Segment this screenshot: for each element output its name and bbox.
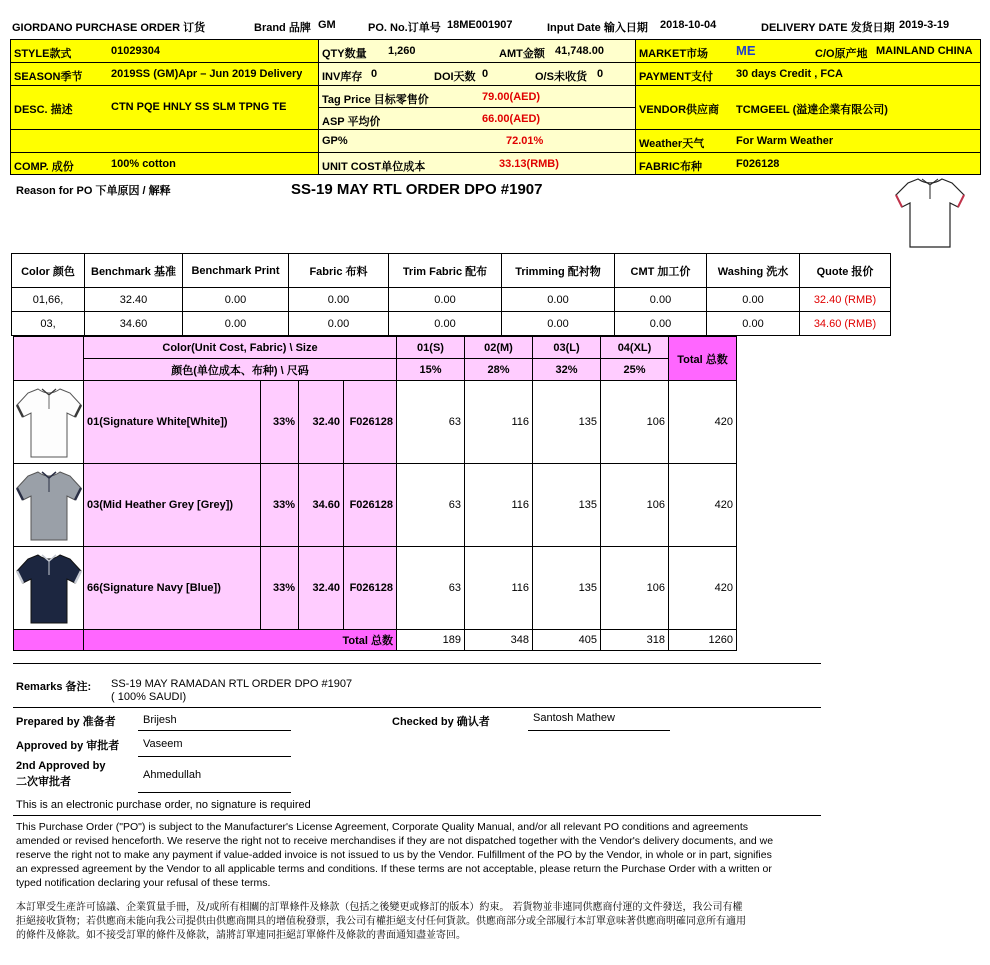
season-value: 2019SS (GM)Apr – Jun 2019 Delivery xyxy=(111,68,303,80)
origin-label: C/O原产地 xyxy=(815,48,868,60)
cell: 0.00 xyxy=(389,288,502,312)
total-cell: 348 xyxy=(465,630,533,651)
col-fabric: Fabric 布料 xyxy=(289,254,389,288)
gp-label: GP% xyxy=(322,135,348,147)
product-image-cell xyxy=(14,381,84,464)
cell: 0.00 xyxy=(389,312,502,336)
image-header-cell xyxy=(14,337,84,381)
market-label: MARKET市场 xyxy=(639,48,709,60)
vendor-label: VENDOR供应商 xyxy=(639,104,720,116)
size-pct: 15% xyxy=(397,359,465,381)
color-fabric: F026128 xyxy=(344,464,397,547)
quote-cell: 32.40 (RMB) xyxy=(800,288,891,312)
shirt-grey-icon xyxy=(16,468,82,542)
shirt-navy-icon xyxy=(16,551,82,625)
cell: 0.00 xyxy=(707,312,800,336)
brand-label: Brand 品牌 xyxy=(254,22,311,34)
qty-cell: 63 xyxy=(397,547,465,630)
col-washing: Washing 洗水 xyxy=(707,254,800,288)
os-label: O/S未收货 xyxy=(535,71,587,83)
row-total: 420 xyxy=(669,464,737,547)
po-title: GIORDANO PURCHASE ORDER 订货 xyxy=(12,22,206,34)
payment-value: 30 days Credit , FCA xyxy=(736,68,843,80)
second-approved-value: Ahmedullah xyxy=(143,769,202,781)
color-fabric: F026128 xyxy=(344,547,397,630)
cell: 32.40 xyxy=(85,288,183,312)
shirt-white-icon xyxy=(16,385,82,459)
table-row xyxy=(14,381,737,464)
size-code: 01(S) xyxy=(397,337,465,359)
inv-label: INV库存 xyxy=(322,71,363,83)
col-trim-fabric: Trim Fabric 配布 xyxy=(389,254,502,288)
checked-value: Santosh Mathew xyxy=(533,712,615,724)
qty-cell: 116 xyxy=(465,381,533,464)
second-approved-label-cn: 二次审批者 xyxy=(16,776,71,788)
size-pct: 28% xyxy=(465,359,533,381)
qty-cell: 116 xyxy=(465,547,533,630)
terms-line: an expressed agreement by the Vendor to all applicable terms and conditions. If these terms are not acceptable, please return the Purchase Order with a written or xyxy=(16,863,772,875)
size-header-title: Color(Unit Cost, Fabric) \ Size xyxy=(84,337,397,359)
terms-line: This Purchase Order ("PO") is subject to the Manufacturer's License Agreement, Corporate Quality Manual, and/or all relevant PO conditions and agreements xyxy=(16,821,748,833)
payment-label: PAYMENT支付 xyxy=(639,71,713,83)
season-label: SEASON季节 xyxy=(14,71,83,83)
table-row xyxy=(14,464,737,547)
style-label: STYLE款式 xyxy=(14,48,72,60)
size-header-subtitle: 颜色(单位成本、布种) \ 尺码 xyxy=(84,359,397,381)
remarks-label: Remarks 备注: xyxy=(16,681,92,693)
qty-cell: 106 xyxy=(601,381,669,464)
terms-english xyxy=(16,820,816,890)
gp-value: 72.01% xyxy=(506,135,544,147)
delivery-date-label: DELIVERY DATE 发货日期 xyxy=(761,22,895,34)
prepared-value: Brijesh xyxy=(143,714,177,726)
totals-label: Total 总数 xyxy=(84,630,397,651)
checked-label: Checked by 确认者 xyxy=(392,716,490,728)
cell: 0.00 xyxy=(615,288,707,312)
style-value: 01029304 xyxy=(111,45,160,57)
po-number-label: PO. No.订单号 xyxy=(368,22,441,34)
qty-cell: 135 xyxy=(533,547,601,630)
total-header: Total 总数 xyxy=(669,337,737,381)
fabric-label: FABRIC布种 xyxy=(639,161,702,173)
approved-label: Approved by 审批者 xyxy=(16,740,120,752)
fabric-value: F026128 xyxy=(736,158,780,170)
size-code: 03(L) xyxy=(533,337,601,359)
cell: 0.00 xyxy=(502,312,615,336)
col-benchmark: Benchmark 基准 xyxy=(85,254,183,288)
cell: 0.00 xyxy=(183,288,289,312)
prepared-label: Prepared by 准备者 xyxy=(16,716,116,728)
remarks-line-2: ( 100% SAUDI) xyxy=(111,691,187,703)
cell: 0.00 xyxy=(707,288,800,312)
market-value: ME xyxy=(736,43,756,58)
amt-label: AMT金额 xyxy=(499,48,545,60)
quote-cell: 34.60 (RMB) xyxy=(800,312,891,336)
cost-table-header xyxy=(12,254,891,288)
vendor-value: TCMGEEL (溢達企業有限公司) xyxy=(736,104,888,116)
product-image-cell xyxy=(14,547,84,630)
amt-value: 41,748.00 xyxy=(555,45,604,57)
size-breakdown-table xyxy=(13,336,737,651)
qty-cell: 135 xyxy=(533,464,601,547)
comp-value: 100% cotton xyxy=(111,158,176,170)
reason-value: SS-19 MAY RTL ORDER DPO #1907 xyxy=(291,181,543,198)
cell: 0.00 xyxy=(183,312,289,336)
size-code: 02(M) xyxy=(465,337,533,359)
color-cost: 32.40 xyxy=(299,381,344,464)
qty-cell: 63 xyxy=(397,381,465,464)
garment-sketch-icon xyxy=(894,175,966,251)
desc-label: DESC. 描述 xyxy=(14,104,73,116)
cell: 0.00 xyxy=(289,288,389,312)
remarks-line-1: SS-19 MAY RAMADAN RTL ORDER DPO #1907 xyxy=(111,678,353,690)
tag-price-label: Tag Price 目标零售价 xyxy=(322,94,429,106)
color-fabric: F026128 xyxy=(344,381,397,464)
origin-value: MAINLAND CHINA xyxy=(876,45,973,57)
total-cell: 189 xyxy=(397,630,465,651)
second-approved-label: 2nd Approved by xyxy=(16,760,106,772)
reason-label: Reason for PO 下单原因 / 解释 xyxy=(16,185,171,197)
terms-line: 拒絕接收貨物；若供應商未能向我公司提供由供應商開具的增值稅發票，我公司有權拒絕支付任何貨款。供應商部分或全部履行本訂單意味著供應商明確同意所有適用 xyxy=(16,916,746,927)
cell: 34.60 xyxy=(85,312,183,336)
col-cmt: CMT 加工价 xyxy=(615,254,707,288)
inv-value: 0 xyxy=(371,68,378,80)
po-number-value: 18ME001907 xyxy=(447,19,513,31)
asp-value: 66.00(AED) xyxy=(482,113,541,125)
col-quote: Quote 报价 xyxy=(800,254,891,288)
grand-total: 1260 xyxy=(669,630,737,651)
size-code: 04(XL) xyxy=(601,337,669,359)
terms-line: typed notification declaring your refusal of these terms. xyxy=(16,877,271,889)
color-name: 03(Mid Heather Grey [Grey]) xyxy=(84,464,261,547)
totals-row xyxy=(14,630,737,651)
delivery-date-value: 2019-3-19 xyxy=(899,19,950,31)
qty-value: 1,260 xyxy=(388,45,416,57)
qty-cell: 106 xyxy=(601,464,669,547)
input-date-label: Input Date 输入日期 xyxy=(547,22,648,34)
terms-line: reserve the right not to make any payment if value-added invoice is not issued to us by the Vendor. Fulfillment of the PO by the Vendor, in whole or in part, signifies xyxy=(16,849,772,861)
table-row xyxy=(12,288,891,312)
os-value: 0 xyxy=(597,68,604,80)
approved-value: Vaseem xyxy=(143,738,183,750)
total-cell: 318 xyxy=(601,630,669,651)
cell: 01,66, xyxy=(12,288,85,312)
color-pct: 33% xyxy=(261,464,299,547)
desc-value: CTN PQE HNLY SS SLM TPNG TE xyxy=(111,101,287,113)
size-header-row-2 xyxy=(14,359,737,381)
unit-cost-label: UNIT COST单位成本 xyxy=(322,161,426,173)
color-cost: 32.40 xyxy=(299,547,344,630)
cost-breakdown-table xyxy=(11,253,891,336)
qty-cell: 135 xyxy=(533,381,601,464)
cell: 0.00 xyxy=(289,312,389,336)
totals-spacer xyxy=(14,630,84,651)
asp-label: ASP 平均价 xyxy=(322,116,381,128)
tag-price-value: 79.00(AED) xyxy=(482,91,541,103)
color-name: 01(Signature White[White]) xyxy=(84,381,261,464)
terms-line: 本訂單受生產許可協議、企業質量手冊，及/或所有相關的訂單條件及條款（包括之後變更或修訂的版本）約束。 若貨物並非連同供應商付運的文件發送，我公司有權 xyxy=(16,902,743,913)
col-trimming: Trimming 配衬物 xyxy=(502,254,615,288)
size-pct: 25% xyxy=(601,359,669,381)
qty-cell: 63 xyxy=(397,464,465,547)
col-color: Color 颜色 xyxy=(12,254,85,288)
color-pct: 33% xyxy=(261,381,299,464)
size-header-row-1 xyxy=(14,337,737,359)
electronic-note: This is an electronic purchase order, no signature is required xyxy=(16,799,311,811)
qty-label: QTY数量 xyxy=(322,48,367,60)
doi-label: DOI天数 xyxy=(434,71,476,83)
weather-label: Weather天气 xyxy=(639,138,705,150)
terms-line: amended or revised henceforth. We reserve the right not to receive merchandises if they are not dispatched together with the Vendor's delivery documents, and we xyxy=(16,835,774,847)
cell: 0.00 xyxy=(502,288,615,312)
qty-cell: 116 xyxy=(465,464,533,547)
table-row xyxy=(14,547,737,630)
col-benchmark-print: Benchmark Print xyxy=(183,254,289,288)
comp-label: COMP. 成份 xyxy=(14,161,74,173)
cell: 03, xyxy=(12,312,85,336)
unit-cost-value: 33.13(RMB) xyxy=(499,158,559,170)
qty-cell: 106 xyxy=(601,547,669,630)
color-name: 66(Signature Navy [Blue]) xyxy=(84,547,261,630)
size-pct: 32% xyxy=(533,359,601,381)
row-total: 420 xyxy=(669,381,737,464)
table-row xyxy=(12,312,891,336)
doi-value: 0 xyxy=(482,68,489,80)
row-total: 420 xyxy=(669,547,737,630)
terms-chinese xyxy=(16,901,826,943)
total-cell: 405 xyxy=(533,630,601,651)
input-date-value: 2018-10-04 xyxy=(660,19,717,31)
color-cost: 34.60 xyxy=(299,464,344,547)
product-image-cell xyxy=(14,464,84,547)
brand-value: GM xyxy=(318,19,336,31)
weather-value: For Warm Weather xyxy=(736,135,834,147)
cell: 0.00 xyxy=(615,312,707,336)
terms-line: 的條件及條款。如不接受訂單的條件及條款，請將訂單連同拒絕訂單條件及條款的書面通知盡並寄回。 xyxy=(16,930,466,941)
color-pct: 33% xyxy=(261,547,299,630)
